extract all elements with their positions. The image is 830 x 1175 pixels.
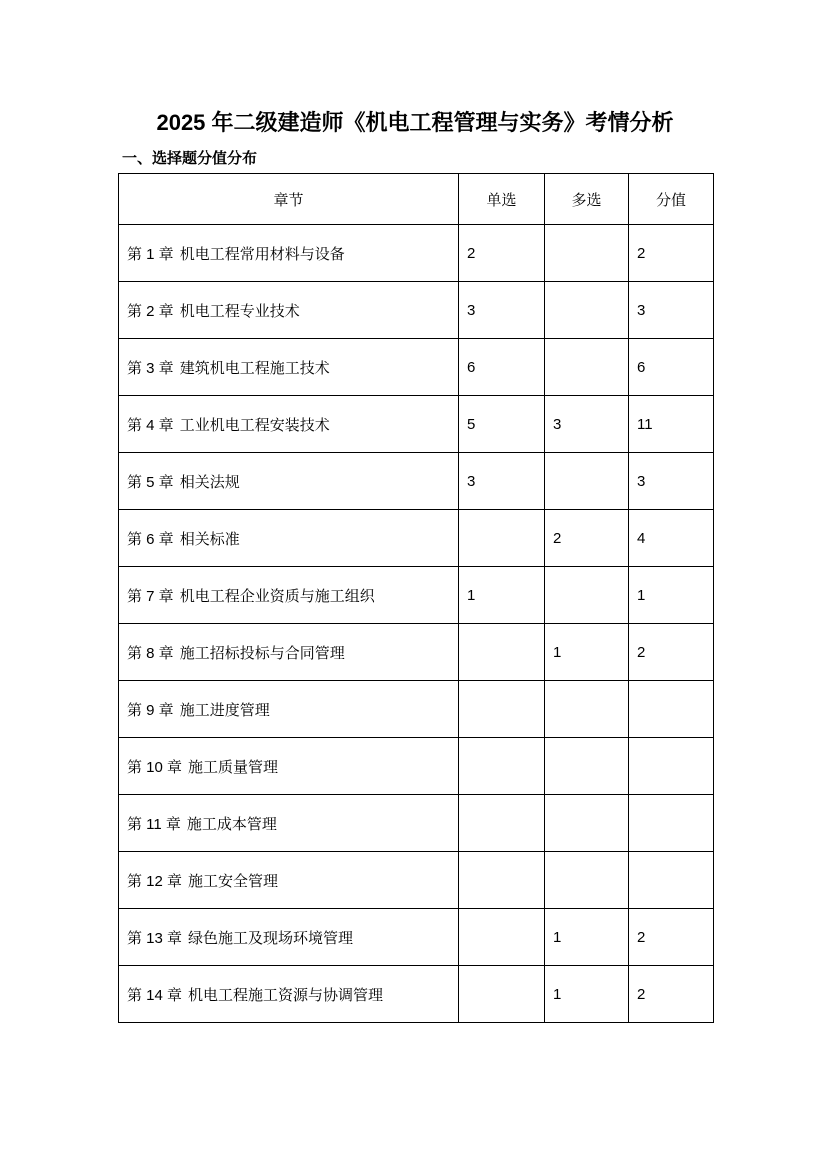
multiple-choice-cell bbox=[545, 453, 629, 510]
chapter-number: 第 7 章 bbox=[127, 587, 174, 605]
single-choice-cell bbox=[459, 510, 545, 567]
table-row bbox=[119, 681, 714, 738]
chapter-cell bbox=[119, 795, 459, 852]
score-distribution-table bbox=[118, 173, 714, 1023]
chapter-number: 第 4 章 bbox=[127, 416, 174, 434]
table-row bbox=[119, 453, 714, 510]
multiple-choice-cell bbox=[545, 225, 629, 282]
single-choice-cell: 3 bbox=[459, 282, 545, 339]
chapter-number: 第 10 章 bbox=[127, 758, 183, 776]
score-cell: 3 bbox=[629, 453, 714, 510]
chapter-name: 机电工程企业资质与施工组织 bbox=[179, 587, 375, 605]
multiple-choice-cell: 1 bbox=[545, 624, 629, 681]
chapter-number: 第 12 章 bbox=[127, 872, 183, 890]
multiple-choice-cell: 2 bbox=[545, 510, 629, 567]
chapter-cell bbox=[119, 966, 459, 1023]
score-cell: 4 bbox=[629, 510, 714, 567]
chapter-number: 第 1 章 bbox=[127, 245, 174, 263]
chapter-number: 第 9 章 bbox=[127, 701, 174, 719]
table-row bbox=[119, 624, 714, 681]
multiple-choice-cell: 3 bbox=[545, 396, 629, 453]
chapter-cell bbox=[119, 681, 459, 738]
chapter-cell bbox=[119, 624, 459, 681]
chapter-number: 第 2 章 bbox=[127, 302, 174, 320]
single-choice-cell bbox=[459, 738, 545, 795]
header-single-choice: 单选 bbox=[459, 174, 545, 225]
table-row bbox=[119, 567, 714, 624]
chapter-name: 机电工程施工资源与协调管理 bbox=[188, 986, 384, 1004]
chapter-name: 绿色施工及现场环境管理 bbox=[188, 929, 354, 947]
multiple-choice-cell bbox=[545, 681, 629, 738]
chapter-name: 施工质量管理 bbox=[188, 758, 279, 776]
chapter-number: 第 11 章 bbox=[127, 815, 181, 833]
score-cell: 2 bbox=[629, 909, 714, 966]
single-choice-cell bbox=[459, 624, 545, 681]
header-score: 分值 bbox=[629, 174, 714, 225]
section-heading: 一、选择题分值分布 bbox=[122, 150, 258, 167]
score-cell bbox=[629, 795, 714, 852]
chapter-name: 机电工程常用材料与设备 bbox=[179, 245, 345, 263]
multiple-choice-cell: 1 bbox=[545, 909, 629, 966]
chapter-cell bbox=[119, 225, 459, 282]
single-choice-cell bbox=[459, 795, 545, 852]
chapter-number: 第 5 章 bbox=[127, 473, 174, 491]
chapter-name: 相关法规 bbox=[179, 473, 240, 491]
multiple-choice-cell bbox=[545, 339, 629, 396]
chapter-number: 第 6 章 bbox=[127, 530, 174, 548]
chapter-name: 机电工程专业技术 bbox=[179, 302, 300, 320]
table-row bbox=[119, 339, 714, 396]
chapter-name: 施工招标投标与合同管理 bbox=[179, 644, 345, 662]
table-row bbox=[119, 510, 714, 567]
chapter-cell bbox=[119, 339, 459, 396]
chapter-cell bbox=[119, 282, 459, 339]
chapter-number: 第 3 章 bbox=[127, 359, 174, 377]
table-row bbox=[119, 282, 714, 339]
single-choice-cell: 6 bbox=[459, 339, 545, 396]
document-title: 2025 年二级建造师《机电工程管理与实务》考情分析 bbox=[156, 110, 674, 135]
score-cell: 2 bbox=[629, 966, 714, 1023]
table-row bbox=[119, 738, 714, 795]
chapter-cell bbox=[119, 453, 459, 510]
chapter-name: 施工成本管理 bbox=[186, 815, 277, 833]
chapter-name: 施工安全管理 bbox=[188, 872, 279, 890]
single-choice-cell: 1 bbox=[459, 567, 545, 624]
chapter-cell bbox=[119, 396, 459, 453]
table-row bbox=[119, 966, 714, 1023]
chapter-cell bbox=[119, 738, 459, 795]
multiple-choice-cell bbox=[545, 567, 629, 624]
table-row bbox=[119, 852, 714, 909]
single-choice-cell: 3 bbox=[459, 453, 545, 510]
header-chapter: 章节 bbox=[119, 174, 459, 225]
table-body bbox=[119, 225, 714, 1023]
chapter-cell bbox=[119, 852, 459, 909]
chapter-number: 第 13 章 bbox=[127, 929, 183, 947]
single-choice-cell bbox=[459, 681, 545, 738]
multiple-choice-cell bbox=[545, 795, 629, 852]
chapter-name: 相关标准 bbox=[179, 530, 240, 548]
chapter-name: 工业机电工程安装技术 bbox=[179, 416, 330, 434]
multiple-choice-cell bbox=[545, 852, 629, 909]
single-choice-cell bbox=[459, 852, 545, 909]
score-cell bbox=[629, 681, 714, 738]
multiple-choice-cell bbox=[545, 282, 629, 339]
single-choice-cell bbox=[459, 966, 545, 1023]
score-cell: 6 bbox=[629, 339, 714, 396]
chapter-cell bbox=[119, 510, 459, 567]
chapter-number: 第 8 章 bbox=[127, 644, 174, 662]
single-choice-cell: 5 bbox=[459, 396, 545, 453]
score-cell: 1 bbox=[629, 567, 714, 624]
score-cell: 11 bbox=[629, 396, 714, 453]
chapter-cell bbox=[119, 567, 459, 624]
score-cell bbox=[629, 738, 714, 795]
chapter-name: 施工进度管理 bbox=[179, 701, 270, 719]
table-header bbox=[119, 174, 714, 225]
multiple-choice-cell: 1 bbox=[545, 966, 629, 1023]
chapter-cell bbox=[119, 909, 459, 966]
multiple-choice-cell bbox=[545, 738, 629, 795]
chapter-number: 第 14 章 bbox=[127, 986, 183, 1004]
score-cell: 2 bbox=[629, 225, 714, 282]
table-row bbox=[119, 909, 714, 966]
header-multiple-choice: 多选 bbox=[545, 174, 629, 225]
table-row bbox=[119, 795, 714, 852]
table-row bbox=[119, 225, 714, 282]
score-cell bbox=[629, 852, 714, 909]
single-choice-cell: 2 bbox=[459, 225, 545, 282]
header-row bbox=[119, 174, 714, 225]
chapter-name: 建筑机电工程施工技术 bbox=[179, 359, 330, 377]
score-cell: 3 bbox=[629, 282, 714, 339]
table-row bbox=[119, 396, 714, 453]
single-choice-cell bbox=[459, 909, 545, 966]
score-cell: 2 bbox=[629, 624, 714, 681]
